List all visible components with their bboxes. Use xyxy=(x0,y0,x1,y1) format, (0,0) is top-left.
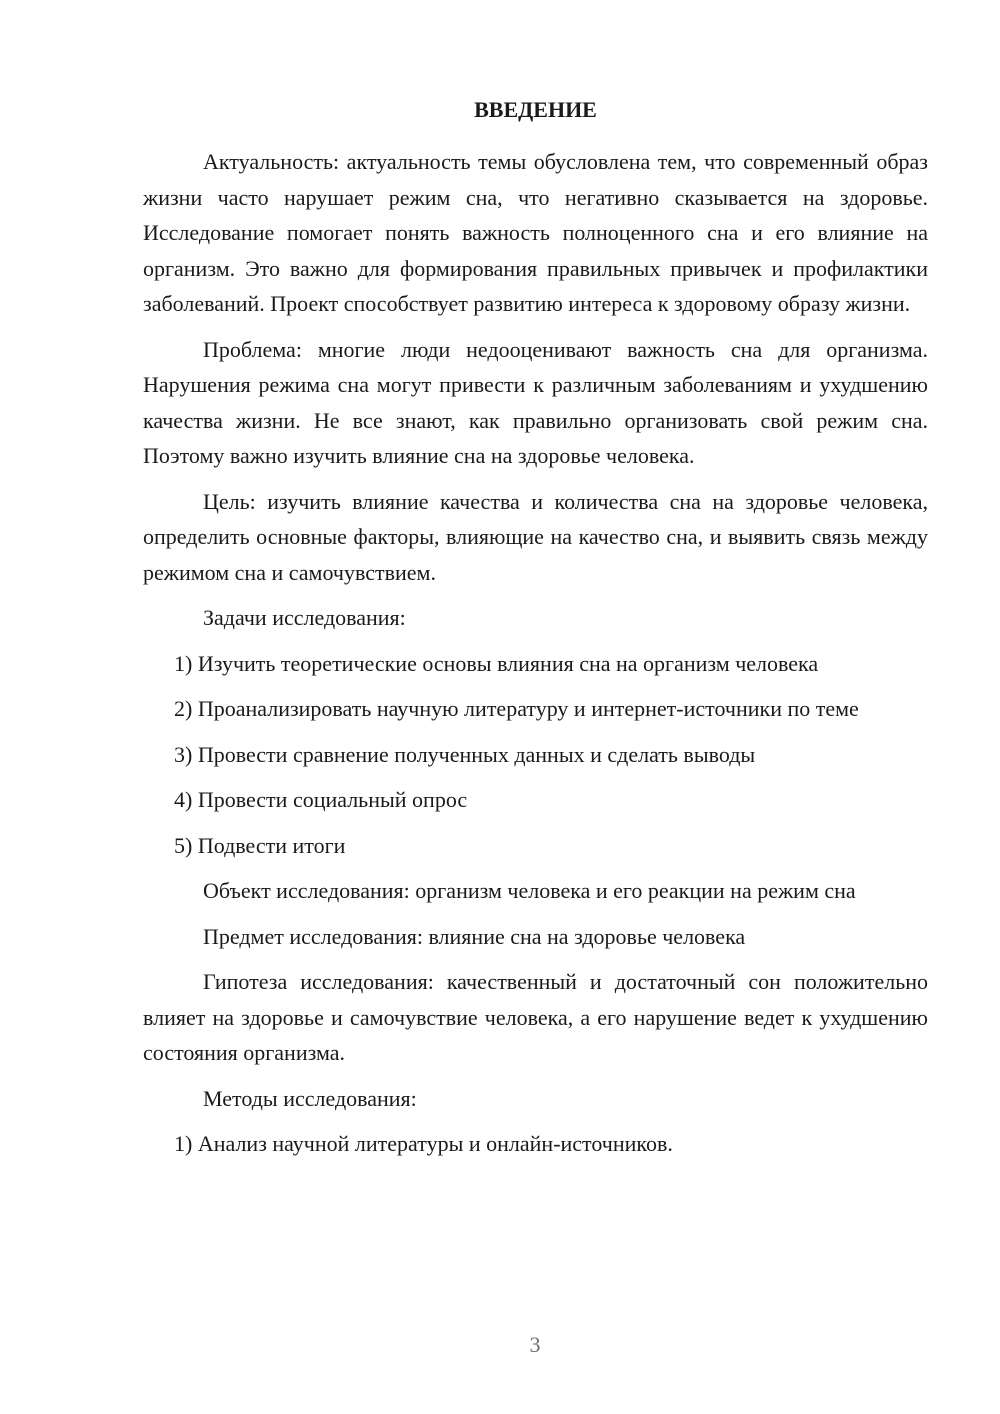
relevance-paragraph: Актуальность: актуальность темы обусловлена тем, что современный образ жизни часто нарушает режим сна, что негативно сказывается на здоровье. Исследование помогает понять важность полноценного сна и его влияние на организм. Это важно для формирования правильных привычек и профилактики заболеваний. Проект способствует развитию интереса к здоровому образу жизни. xyxy=(143,149,928,316)
tasks-heading: Задачи исследования: xyxy=(203,605,406,630)
subject-paragraph: Предмет исследования: влияние сна на здоровье человека xyxy=(203,923,746,949)
task-item-4: 4) Провести социальный опрос xyxy=(174,787,468,812)
document-page xyxy=(143,92,928,1172)
object-paragraph: Объект исследования: организм человека и его реакции на режим сна xyxy=(203,878,856,903)
problem-paragraph: Проблема: многие люди недооценивают важность сна для организма. Нарушения режима сна могут привести к различным заболеваниям и ухудшению качества жизни. Не все знают, как правильно организовать свой режим сна. Поэтому важно изучить влияние сна на здоровье человека. xyxy=(143,336,928,468)
hypothesis-paragraph: Гипотеза исследования: качественный и достаточный сон положительно влияет на здоровье и самочувствие человека, а его нарушение ведет к ухудшению состояния организма. xyxy=(143,969,928,1065)
task-item-1: 1) Изучить теоретические основы влияния сна на организм человека xyxy=(174,650,819,676)
task-item-5: 5) Подвести итоги xyxy=(174,832,346,858)
task-item-3: 3) Провести сравнение полученных данных и сделать выводы xyxy=(174,741,756,767)
page-number: 3 xyxy=(529,1332,541,1357)
task-item-2: 2) Проанализировать научную литературу и интернет-источники по теме xyxy=(174,696,859,721)
goal-paragraph: Цель: изучить влияние качества и количества сна на здоровье человека, определить основные факторы, влияющие на качество сна, и выявить связь между режимом сна и самочувствием. xyxy=(143,488,928,585)
methods-heading: Методы исследования: xyxy=(203,1085,417,1111)
method-item-1: 1) Анализ научной литературы и онлайн-источников. xyxy=(174,1131,673,1156)
section-title: ВВЕДЕНИЕ xyxy=(474,97,597,122)
